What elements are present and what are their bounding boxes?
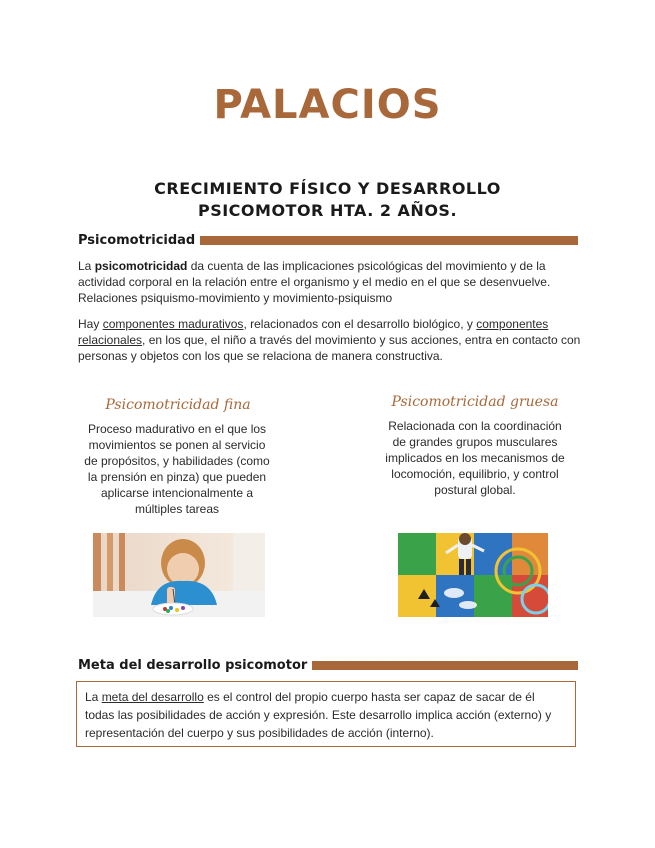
fine-motor-text: Proceso madurativo en el que los movimientos se ponen al servicio de propósitos, y habilidades (como la prensión en pinza) que pueden aplicarse intencionalmente a múltiples tareas: [84, 422, 270, 516]
gross-motor-text: Relacionada con la coordinación de grandes grupos musculares implicados en los mecanismos de locomoción, equilibrio, y control postural global.: [385, 419, 565, 497]
meta-text-start: La: [85, 690, 102, 704]
page-title: PALACIOS: [213, 82, 442, 128]
intro-keyword: psicomotricidad: [94, 259, 188, 273]
relational-components-term: componentes relacionales: [78, 317, 549, 347]
gross-motor-title: Psicomotricidad gruesa: [391, 394, 559, 410]
components-text-end: , en los que, el niño a través del movimiento y sus acciones, entra en contacto con personas y objetos con los que se relaciona de manera constructiva.: [78, 333, 581, 363]
fine-motor-photo: [93, 533, 265, 617]
meta-definition-box: [76, 681, 576, 747]
components-paragraph: [78, 316, 583, 364]
intro-text-start: La: [78, 259, 95, 273]
meta-term: meta del desarrollo: [101, 690, 204, 704]
section-heading-label: Meta del desarrollo psicomotor: [78, 657, 308, 673]
section-heading-label: Psicomotricidad: [78, 232, 196, 248]
intro-paragraph: [78, 258, 583, 306]
meta-text-rest: es el control del propio cuerpo hasta ser capaz de sacar de él todas las posibilidades de acción y expresión. Este desarrollo implica acción (externo) y representación del cuerpo y sus posibilidades de acción (interno).: [85, 690, 552, 740]
fine-motor-title: Psicomotricidad fina: [105, 397, 251, 413]
components-text-middle: , relacionados con el desarrollo biológico, y: [243, 317, 477, 331]
section-heading-psicomotricidad: [78, 231, 578, 249]
page-subtitle: CRECIMIENTO FÍSICO Y DESARROLLO PSICOMOTOR HTA. 2 AÑOS.: [154, 179, 501, 220]
maturational-components-term: componentes madurativos: [102, 317, 244, 331]
intro-text-rest: da cuenta de las implicaciones psicológicas del movimiento y de la actividad corporal en la relación entre el organismo y el medio en el que se desenvuelve. Relaciones psiquismo-movimiento y movimiento-psiquismo: [78, 259, 551, 305]
section-heading-bar: [312, 661, 578, 670]
components-text-start: Hay: [78, 317, 103, 331]
section-heading-meta: [78, 656, 578, 674]
gross-motor-photo: [398, 533, 548, 617]
section-heading-bar: [200, 236, 578, 245]
